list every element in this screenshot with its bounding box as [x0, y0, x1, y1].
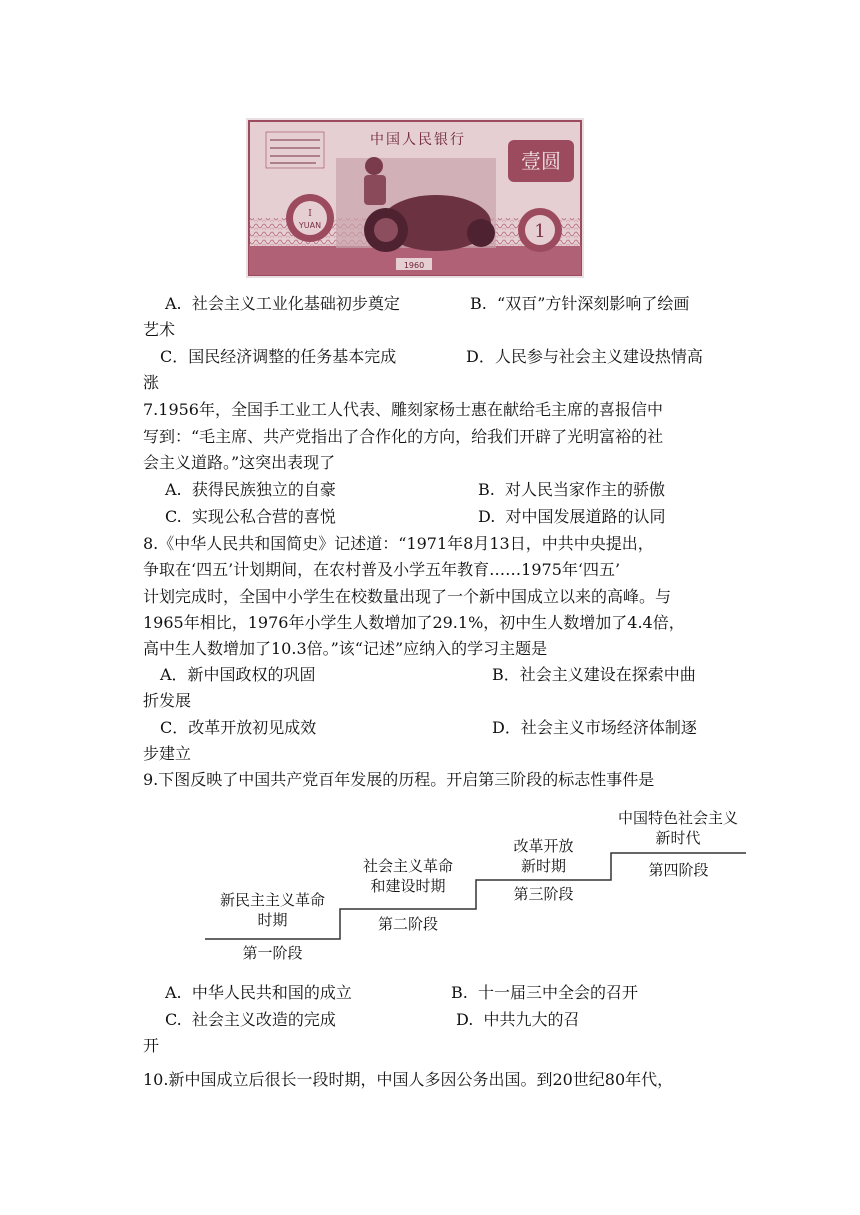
q7-stem-line-1: 7.1956年，全国手工业工人代表、雕刻家杨士惠在献给毛主席的喜报信中 [143, 400, 663, 419]
q6-option-a: A. 社会主义工业化基础初步奠定 [165, 294, 400, 313]
step-2-title-line-1: 社会主义革命 [362, 857, 453, 875]
q9-option-b: B. 十一届三中全会的召开 [451, 983, 639, 1002]
banknote-denomination: 壹圆 [521, 149, 561, 173]
q9-stem-line-1: 9.下图反映了中国共产党百年发展的历程。开启第三阶段的标志性事件是 [143, 770, 655, 789]
step-4-stage: 第四阶段 [648, 861, 709, 879]
q6-option-d: D．人民参与社会主义建设热情高 [466, 347, 703, 366]
q9-option-c: C. 社会主义改造的完成 [165, 1010, 336, 1029]
q8-option-b-cont: 折发展 [143, 691, 192, 710]
step-4-title [606, 808, 750, 848]
step-1-title [205, 890, 340, 930]
step-2-title [340, 856, 476, 896]
q6-option-b-cont: 艺术 [143, 320, 176, 339]
step-3-title [476, 836, 611, 876]
q6-option-b: B. “双百”方针深刻影响了绘画 [470, 294, 690, 313]
q7-stem-line-3: 会主义道路。”这突出表现了 [143, 453, 336, 472]
q8-option-c: C．改革开放初见成效 [160, 718, 317, 737]
q7-option-a: A. 获得民族独立的自豪 [165, 480, 336, 499]
q8-option-a: A．新中国政权的巩固 [160, 665, 316, 684]
step-3-stage: 第三阶段 [513, 885, 574, 903]
q8-stem-line-1: 8.《中华人民共和国简史》记述道：“1971年8月13日，中共中央提出， [143, 534, 654, 553]
step-4-title-line-2: 新时代 [655, 829, 701, 847]
q9-option-a: A. 中华人民共和国的成立 [165, 983, 352, 1002]
q8-option-d: D．社会主义市场经济体制逐 [492, 718, 697, 737]
q8-stem-line-3: 计划完成时，全国中小学生在校数量出现了一个新中国成立以来的高峰。与 [143, 587, 672, 606]
q8-option-b: B．社会主义建设在探索中曲 [492, 665, 696, 684]
step-1-title-line-2: 时期 [257, 911, 288, 929]
q7-stem-line-2: 写到：“毛主席、共产党指出了合作化的方向，给我们开辟了光明富裕的社 [143, 427, 664, 446]
step-2-title-line-2: 和建设时期 [370, 877, 446, 895]
step-3-title-line-1: 改革开放 [513, 837, 574, 855]
banknote-yuan-label: YUAN [298, 221, 322, 230]
q6-option-d-cont: 涨 [143, 373, 160, 392]
q7-option-c: C. 实现公私合营的喜悦 [165, 507, 336, 526]
q8-stem-line-5: 高中生人数增加了10.3倍。”该“记述”应纳入的学习主题是 [143, 639, 548, 658]
q6-option-c: C．国民经济调整的任务基本完成 [160, 347, 397, 366]
step-4-title-line-1: 中国特色社会主义 [617, 809, 738, 827]
banknote-year: 1960 [403, 261, 425, 270]
q9-option-d-cont: 开 [143, 1036, 160, 1055]
q8-stem-line-4: 1965年相比，1976年小学生人数增加了29.1%，初中生人数增加了4.4倍， [143, 613, 685, 632]
step-1-stage: 第一阶段 [242, 944, 303, 962]
q10-stem-line-1: 10.新中国成立后很长一段时期，中国人多因公务出国。到20世纪80年代， [143, 1070, 674, 1089]
banknote-bank-name: 中国人民银行 [370, 132, 466, 148]
q7-option-d: D. 对中国发展道路的认同 [478, 507, 666, 526]
q9-option-d: D. 中共九大的召 [456, 1010, 580, 1029]
step-3-title-line-2: 新时期 [520, 857, 566, 875]
step-1-title-line-1: 新民主主义革命 [219, 891, 325, 909]
q8-option-d-cont: 步建立 [143, 744, 192, 763]
banknote-numeral: 1 [534, 221, 546, 242]
q7-option-b: B. 对人民当家作主的骄傲 [478, 480, 666, 499]
q8-stem-line-2: 争取在‘四五’计划期间，在农村普及小学五年教育……1975年‘四五’ [143, 560, 621, 579]
banknote-roman-numeral: I [308, 209, 312, 219]
step-2-stage: 第二阶段 [377, 915, 438, 933]
